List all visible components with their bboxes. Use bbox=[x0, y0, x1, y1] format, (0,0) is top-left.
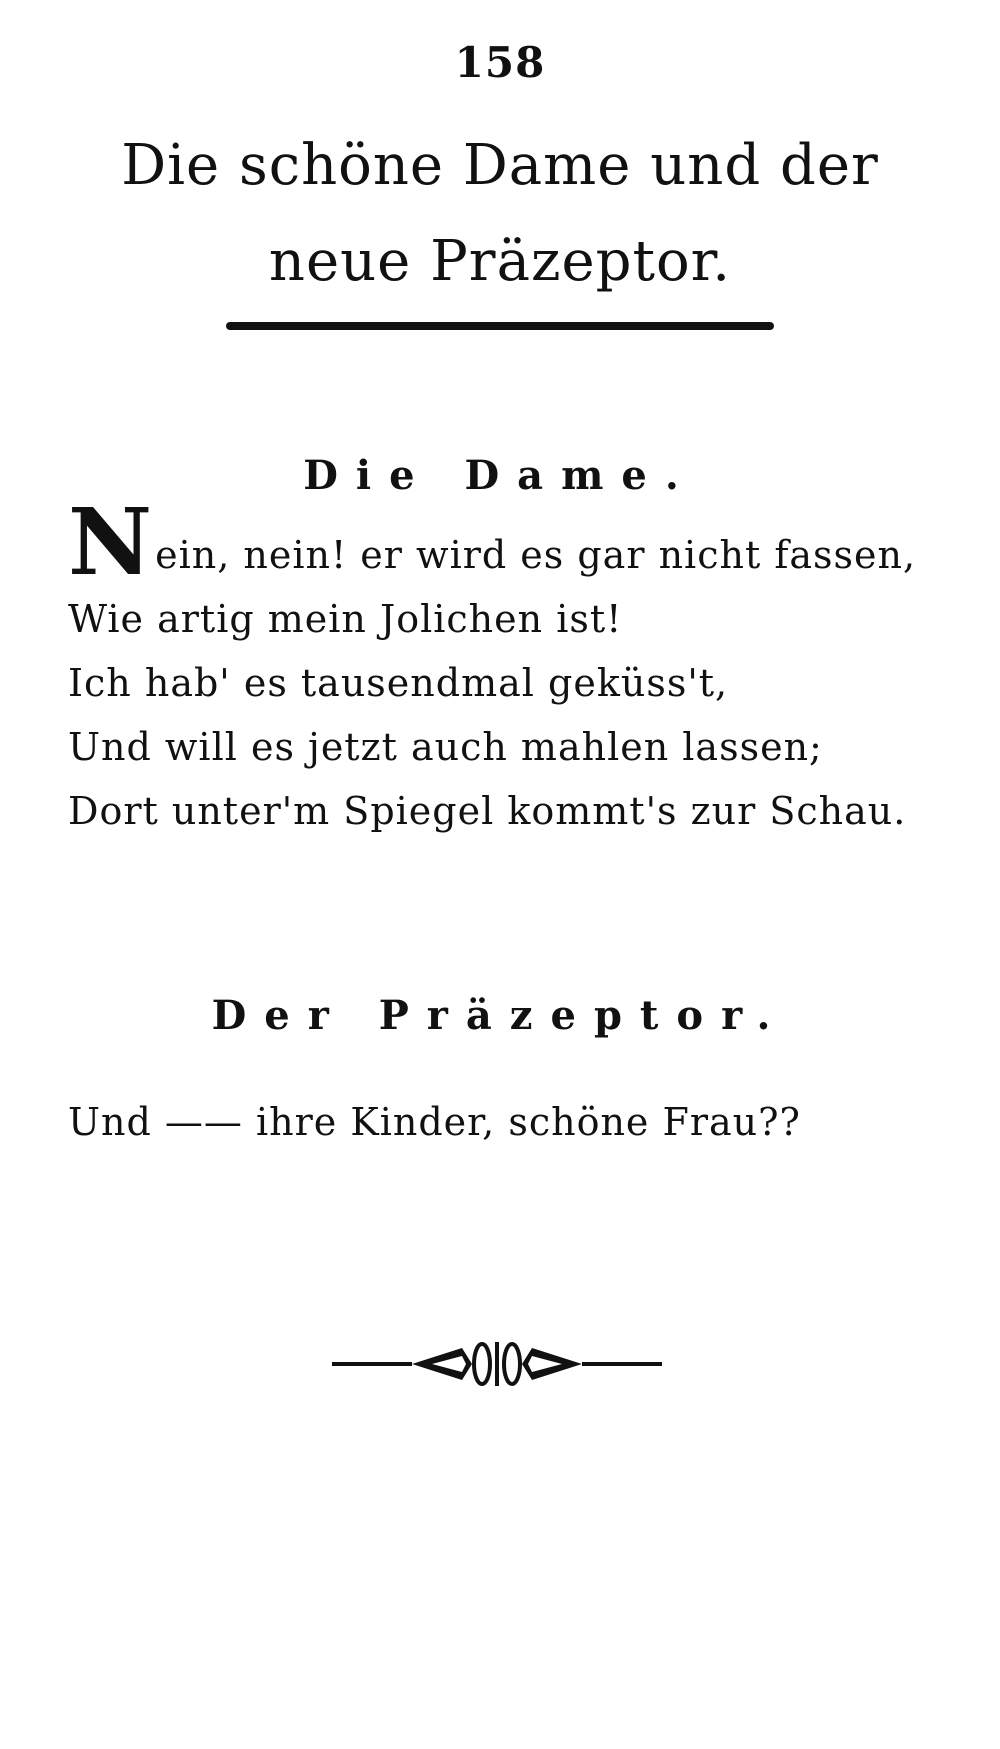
verse-line: Ich hab' es tausendmal geküss't, bbox=[68, 661, 729, 705]
drop-cap: N bbox=[68, 488, 154, 596]
ornament-divider-icon bbox=[332, 1334, 662, 1394]
title-line-2: neue Präzeptor. bbox=[268, 229, 732, 294]
verse-line: Wie artig mein Jolichen ist! bbox=[68, 597, 623, 641]
page-number: 158 bbox=[454, 38, 546, 87]
verse-line: Und —— ihre Kinder, schöne Frau?? bbox=[68, 1100, 801, 1144]
speaker-heading-praezeptor: Der Präzeptor. bbox=[211, 992, 789, 1039]
verse-line-text: ein, nein! er wird es gar nicht fassen, bbox=[155, 533, 917, 577]
title-rule-divider bbox=[226, 322, 774, 330]
poem-title bbox=[80, 118, 920, 310]
speaker-heading-dame: Die Dame. bbox=[303, 452, 697, 499]
verse-block-praezeptor bbox=[68, 1090, 948, 1154]
verse-line: Und will es jetzt auch mahlen lassen; bbox=[68, 725, 823, 769]
verse-line: Dort unter'm Spiegel kommt's zur Schau. bbox=[68, 789, 907, 833]
verse-line bbox=[68, 488, 948, 596]
title-line-1: Die schöne Dame und der bbox=[121, 133, 879, 198]
verse-block-dame bbox=[68, 488, 948, 843]
